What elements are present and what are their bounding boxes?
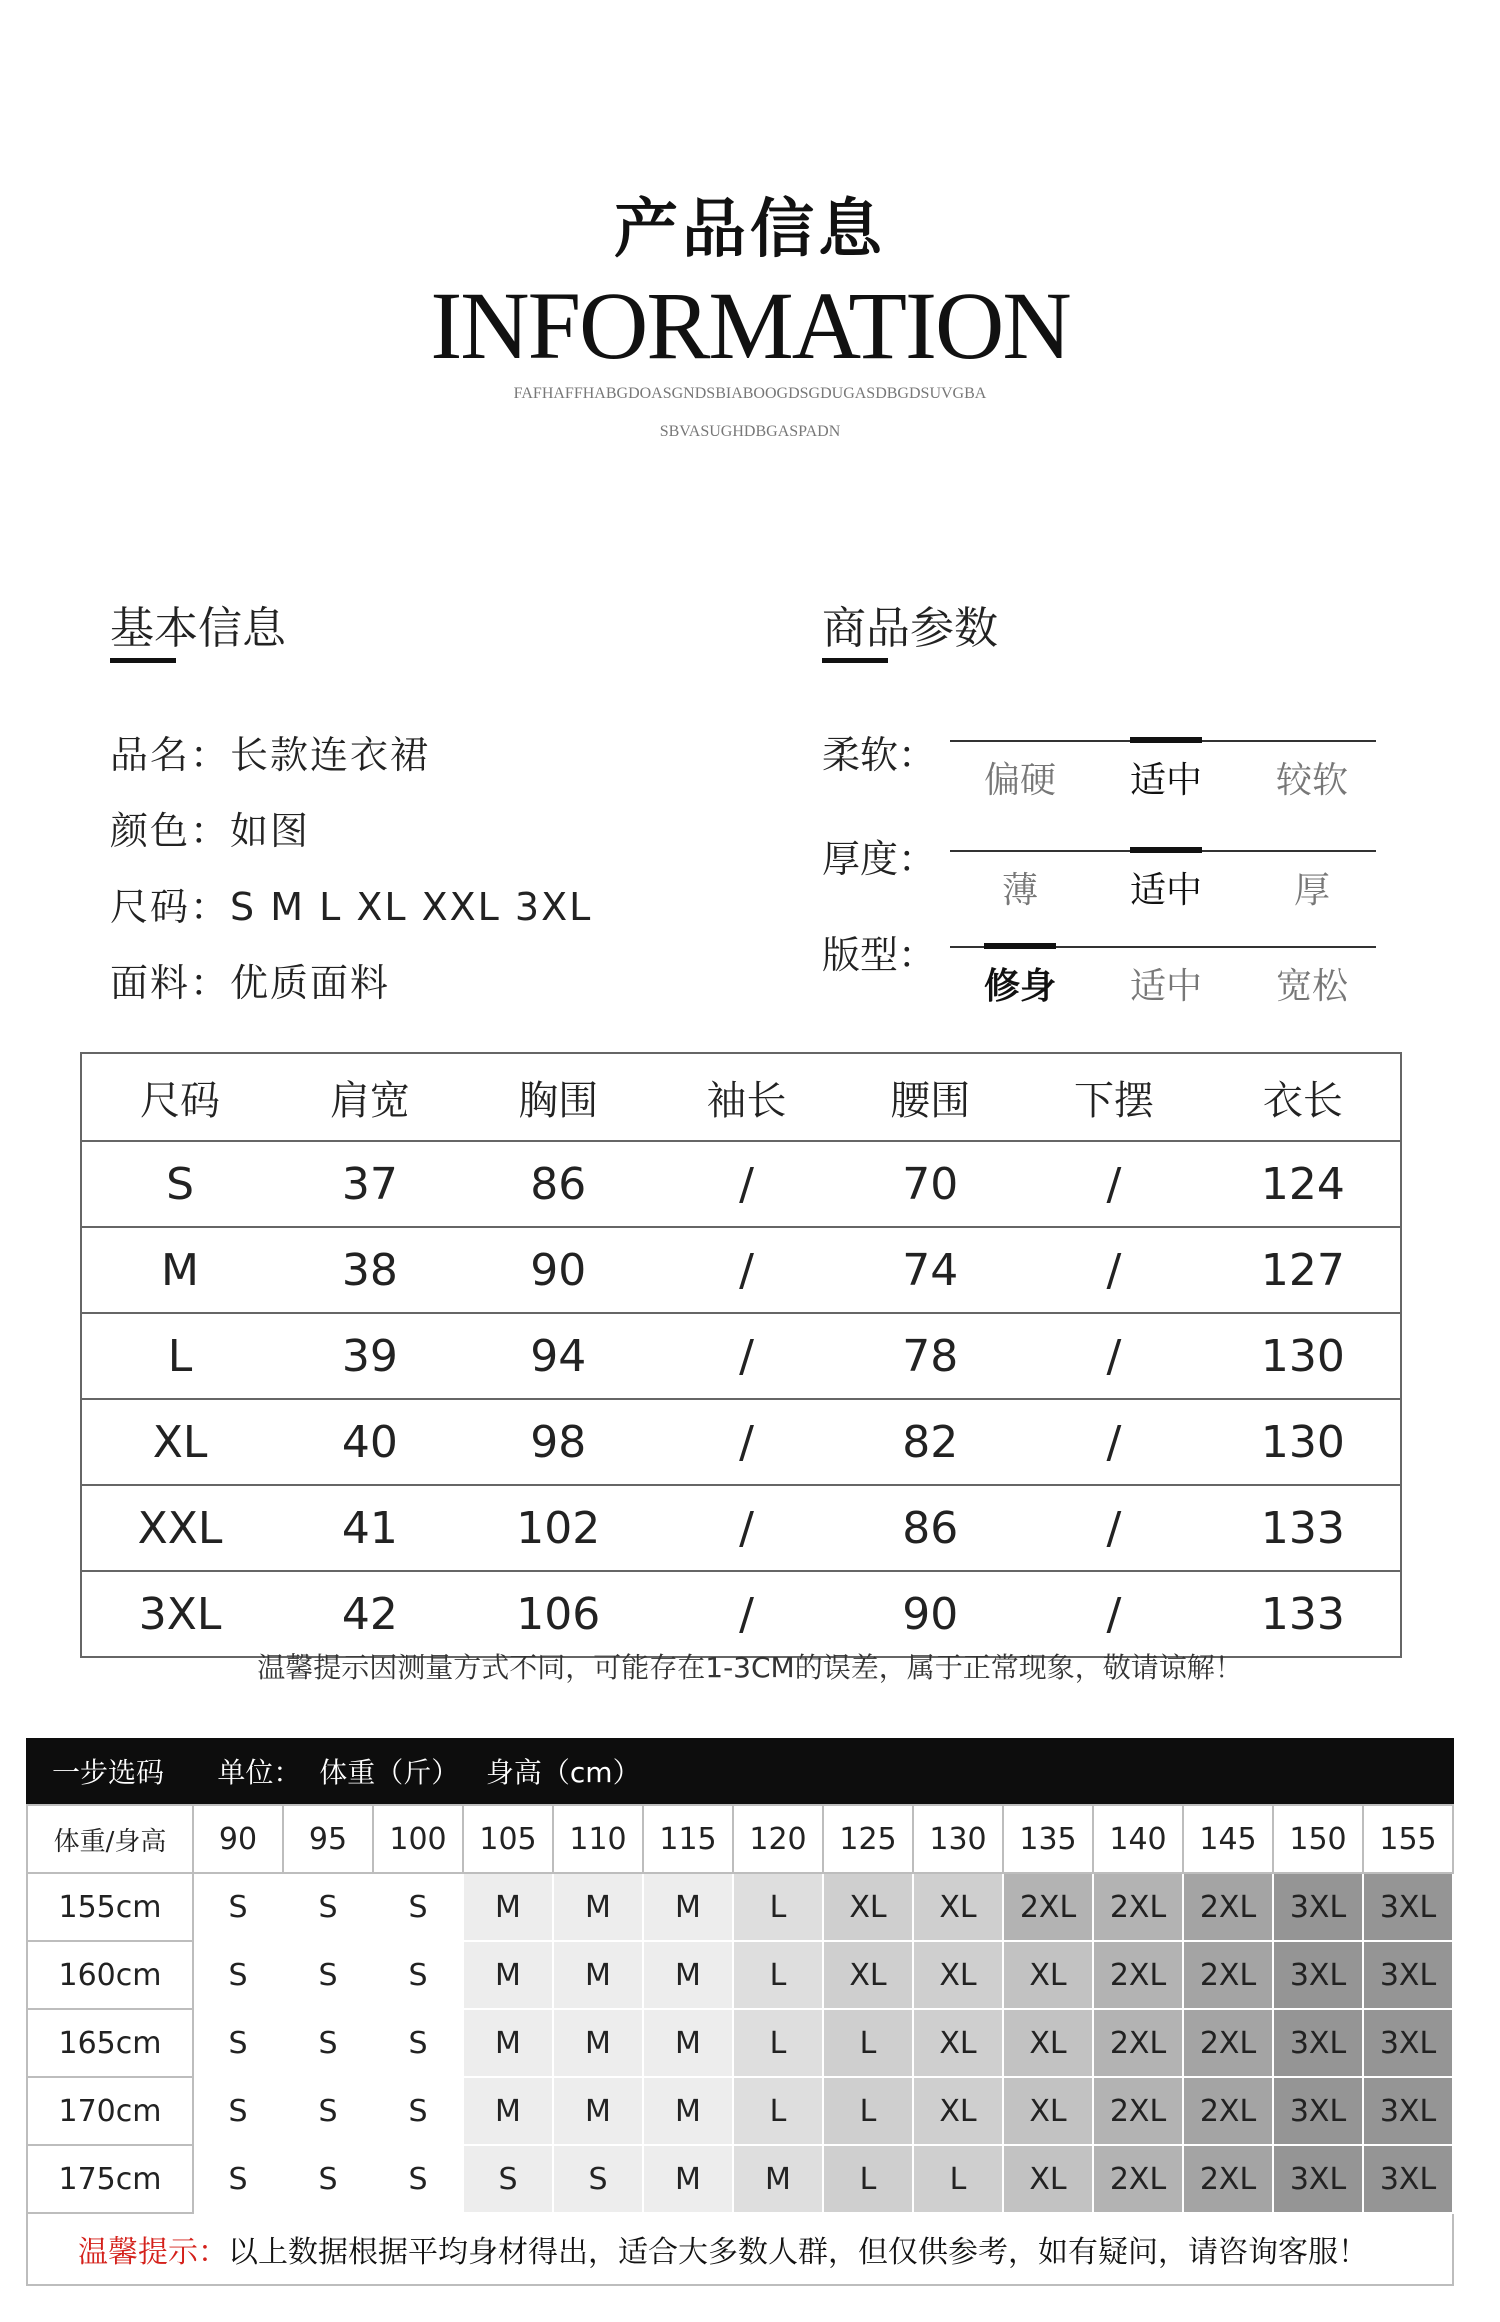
cell-bust: 90	[462, 1227, 655, 1313]
size-cell: S	[283, 1941, 373, 2009]
param-softness-option-hard: 偏硬	[983, 760, 1056, 801]
param-thickness-option-thin: 薄	[1001, 870, 1038, 911]
size-cell: 2XL	[1093, 2077, 1183, 2145]
param-softness-option-medium: 适中	[1129, 760, 1202, 801]
weight-header: 150	[1273, 1805, 1363, 1873]
cell-length: 133	[1206, 1485, 1401, 1571]
cell-shoulder: 37	[278, 1141, 462, 1227]
cell-size: 3XL	[81, 1571, 278, 1657]
cell-shoulder: 39	[278, 1313, 462, 1399]
cell-bust: 94	[462, 1313, 655, 1399]
size-cell: 2XL	[1093, 1941, 1183, 2009]
size-cell: L	[733, 2009, 823, 2077]
param-softness-label: 柔软：	[822, 733, 937, 777]
size-cell: L	[733, 1941, 823, 2009]
weight-header: 145	[1183, 1805, 1273, 1873]
recommendation-grid	[26, 1804, 1454, 2214]
size-cell: S	[373, 2077, 463, 2145]
size-cell: L	[823, 2145, 913, 2213]
size-table-header	[81, 1053, 1401, 1141]
table-row	[81, 1313, 1401, 1399]
param-fit-option-slim: 修身	[983, 966, 1056, 1007]
basic-info-heading: 基本信息	[110, 603, 286, 654]
size-cell: S	[373, 2009, 463, 2077]
info-product-name: 品名：长款连衣裙	[110, 733, 431, 777]
cell-hem: /	[1022, 1227, 1206, 1313]
cell-hem: /	[1022, 1571, 1206, 1657]
cell-sleeve: /	[655, 1571, 839, 1657]
height-label: 175cm	[27, 2145, 193, 2213]
cell-waist: 78	[838, 1313, 1022, 1399]
weight-header: 120	[733, 1805, 823, 1873]
size-cell: M	[553, 2009, 643, 2077]
size-cell: L	[913, 2145, 1003, 2213]
size-cell: M	[643, 2077, 733, 2145]
table-row	[81, 1227, 1401, 1313]
cell-waist: 86	[838, 1485, 1022, 1571]
size-cell: S	[193, 2145, 283, 2213]
cell-hem: /	[1022, 1313, 1206, 1399]
size-cell: M	[463, 1941, 553, 2009]
weight-header: 115	[643, 1805, 733, 1873]
param-softness-marker	[1130, 737, 1202, 743]
cell-shoulder: 38	[278, 1227, 462, 1313]
size-cell: L	[823, 2009, 913, 2077]
cell-hem: /	[1022, 1485, 1206, 1571]
info-fabric: 面料：优质面料	[110, 961, 391, 1005]
cell-size: L	[81, 1313, 278, 1399]
cell-length: 130	[1206, 1313, 1401, 1399]
size-cell: 3XL	[1273, 2077, 1363, 2145]
param-fit-option-loose: 宽松	[1275, 966, 1348, 1007]
recommendation-weight-row	[27, 1805, 1453, 1873]
height-label: 160cm	[27, 1941, 193, 2009]
size-cell: M	[643, 2009, 733, 2077]
recommendation-top-text: 一步选码 单位： 体重（斤） 身高（cm）	[52, 1756, 641, 1789]
cell-length: 133	[1206, 1571, 1401, 1657]
size-cell: 2XL	[1183, 2145, 1273, 2213]
table-row	[81, 1399, 1401, 1485]
cell-size: S	[81, 1141, 278, 1227]
size-cell: XL	[823, 1941, 913, 2009]
size-cell: XL	[913, 1873, 1003, 1941]
size-cell: S	[553, 2145, 643, 2213]
cell-waist: 82	[838, 1399, 1022, 1485]
cell-size: XL	[81, 1399, 278, 1485]
cell-length: 124	[1206, 1141, 1401, 1227]
recommendation-corner-label: 体重/身高	[27, 1805, 193, 1873]
footer-warning-label: 温馨提示：	[78, 2235, 228, 2270]
param-fit-label: 版型：	[822, 933, 937, 977]
cell-sleeve: /	[655, 1485, 839, 1571]
size-cell: S	[373, 2145, 463, 2213]
params-underline	[822, 658, 888, 663]
measurement-note: 温馨提示因测量方式不同，可能存在1-3CM的误差，属于正常现象，敬请谅解！	[257, 1651, 1243, 1684]
header-bust: 胸围	[518, 1077, 599, 1124]
size-recommendation	[26, 1738, 1454, 2286]
decorative-subtitle-line2: SBVASUGHDBGASPADN	[659, 423, 841, 440]
size-cell: XL	[1003, 1941, 1093, 2009]
size-cell: 3XL	[1273, 2145, 1363, 2213]
recommendation-footer	[26, 2214, 1454, 2286]
param-thickness-option-medium: 适中	[1129, 870, 1202, 911]
cell-bust: 102	[462, 1485, 655, 1571]
page-title: 产品信息	[614, 193, 886, 267]
param-fit-option-regular: 适中	[1129, 966, 1202, 1007]
weight-header: 130	[913, 1805, 1003, 1873]
size-cell: XL	[913, 2009, 1003, 2077]
cell-shoulder: 42	[278, 1571, 462, 1657]
recommendation-top-bar	[26, 1738, 1454, 1804]
weight-header: 105	[463, 1805, 553, 1873]
page-title-english: INFORMATION	[430, 272, 1070, 379]
size-cell: S	[463, 2145, 553, 2213]
footer-warning-text: 以上数据根据平均身材得出，适合大多数人群，但仅供参考，如有疑问，请咨询客服！	[228, 2235, 1368, 2270]
size-cell: S	[283, 2009, 373, 2077]
size-cell: 2XL	[1183, 1941, 1273, 2009]
size-cell: XL	[823, 1873, 913, 1941]
size-cell: M	[643, 1941, 733, 2009]
param-thickness-label: 厚度：	[822, 837, 937, 881]
weight-header: 90	[193, 1805, 283, 1873]
table-row	[81, 1141, 1401, 1227]
size-cell: 2XL	[1183, 2009, 1273, 2077]
cell-sleeve: /	[655, 1313, 839, 1399]
height-label: 165cm	[27, 2009, 193, 2077]
size-cell: S	[193, 2077, 283, 2145]
size-cell: XL	[1003, 2077, 1093, 2145]
size-cell: M	[553, 1873, 643, 1941]
param-softness-option-soft: 较软	[1275, 760, 1348, 801]
size-cell: 3XL	[1273, 1941, 1363, 2009]
table-row	[81, 1485, 1401, 1571]
size-table	[80, 1052, 1402, 1658]
size-cell: 3XL	[1363, 1941, 1453, 2009]
size-cell: 2XL	[1003, 1873, 1093, 1941]
cell-hem: /	[1022, 1141, 1206, 1227]
size-cell: 3XL	[1273, 1873, 1363, 1941]
table-row	[81, 1571, 1401, 1657]
param-fit-marker	[984, 943, 1056, 949]
cell-bust: 98	[462, 1399, 655, 1485]
cell-shoulder: 40	[278, 1399, 462, 1485]
weight-header: 155	[1363, 1805, 1453, 1873]
size-cell: 2XL	[1183, 1873, 1273, 1941]
weight-header: 95	[283, 1805, 373, 1873]
size-cell: 3XL	[1363, 2145, 1453, 2213]
cell-length: 127	[1206, 1227, 1401, 1313]
size-cell: M	[553, 1941, 643, 2009]
size-cell: S	[193, 1873, 283, 1941]
table-row	[27, 2145, 1453, 2213]
size-cell: M	[643, 1873, 733, 1941]
size-cell: S	[193, 1941, 283, 2009]
size-cell: M	[463, 2009, 553, 2077]
size-cell: S	[373, 1941, 463, 2009]
weight-header: 100	[373, 1805, 463, 1873]
cell-hem: /	[1022, 1399, 1206, 1485]
header-hem: 下摆	[1073, 1077, 1154, 1124]
cell-waist: 90	[838, 1571, 1022, 1657]
cell-bust: 106	[462, 1571, 655, 1657]
size-cell: XL	[1003, 2145, 1093, 2213]
cell-size: XXL	[81, 1485, 278, 1571]
size-cell: S	[283, 2145, 373, 2213]
table-row	[27, 1873, 1453, 1941]
size-cell: 3XL	[1363, 1873, 1453, 1941]
size-cell: S	[283, 1873, 373, 1941]
params-heading: 商品参数	[822, 603, 998, 654]
size-cell: XL	[913, 2077, 1003, 2145]
size-cell: XL	[913, 1941, 1003, 2009]
cell-bust: 86	[462, 1141, 655, 1227]
size-cell: XL	[1003, 2009, 1093, 2077]
header-size: 尺码	[140, 1077, 221, 1124]
size-cell: M	[553, 2077, 643, 2145]
basic-info-underline	[110, 658, 176, 663]
param-thickness-marker	[1130, 847, 1202, 853]
weight-header: 125	[823, 1805, 913, 1873]
size-cell: 3XL	[1273, 2009, 1363, 2077]
info-sizes: 尺码：S M L XL XXL 3XL	[110, 885, 593, 929]
decorative-subtitle-line1: FAFHAFFHABGDOASGNDSBIABOOGDSGDUGASDBGDSUVGBA	[513, 385, 987, 402]
cell-waist: 74	[838, 1227, 1022, 1313]
size-cell: M	[463, 1873, 553, 1941]
weight-header: 110	[553, 1805, 643, 1873]
table-row	[27, 1941, 1453, 2009]
size-cell: S	[283, 2077, 373, 2145]
table-row	[27, 2009, 1453, 2077]
header-length: 衣长	[1262, 1077, 1343, 1124]
size-cell: 2XL	[1183, 2077, 1273, 2145]
size-cell: 2XL	[1093, 2145, 1183, 2213]
size-cell: S	[373, 1873, 463, 1941]
weight-header: 135	[1003, 1805, 1093, 1873]
height-label: 170cm	[27, 2077, 193, 2145]
size-cell: L	[733, 2077, 823, 2145]
size-cell: S	[193, 2009, 283, 2077]
cell-waist: 70	[838, 1141, 1022, 1227]
param-thickness-option-thick: 厚	[1293, 870, 1330, 911]
cell-size: M	[81, 1227, 278, 1313]
weight-header: 140	[1093, 1805, 1183, 1873]
info-color: 颜色：如图	[110, 809, 311, 853]
size-cell: 3XL	[1363, 2077, 1453, 2145]
table-row	[27, 2077, 1453, 2145]
size-cell: 2XL	[1093, 2009, 1183, 2077]
size-cell: 2XL	[1093, 1873, 1183, 1941]
size-cell: M	[643, 2145, 733, 2213]
height-label: 155cm	[27, 1873, 193, 1941]
cell-shoulder: 41	[278, 1485, 462, 1571]
size-cell: M	[463, 2077, 553, 2145]
cell-sleeve: /	[655, 1399, 839, 1485]
cell-sleeve: /	[655, 1227, 839, 1313]
size-cell: L	[733, 1873, 823, 1941]
cell-sleeve: /	[655, 1141, 839, 1227]
size-cell: L	[823, 2077, 913, 2145]
header-waist: 腰围	[890, 1077, 971, 1124]
size-cell: 3XL	[1363, 2009, 1453, 2077]
size-cell: M	[733, 2145, 823, 2213]
header-shoulder: 肩宽	[329, 1077, 410, 1124]
cell-length: 130	[1206, 1399, 1401, 1485]
header-sleeve: 袖长	[706, 1077, 787, 1124]
